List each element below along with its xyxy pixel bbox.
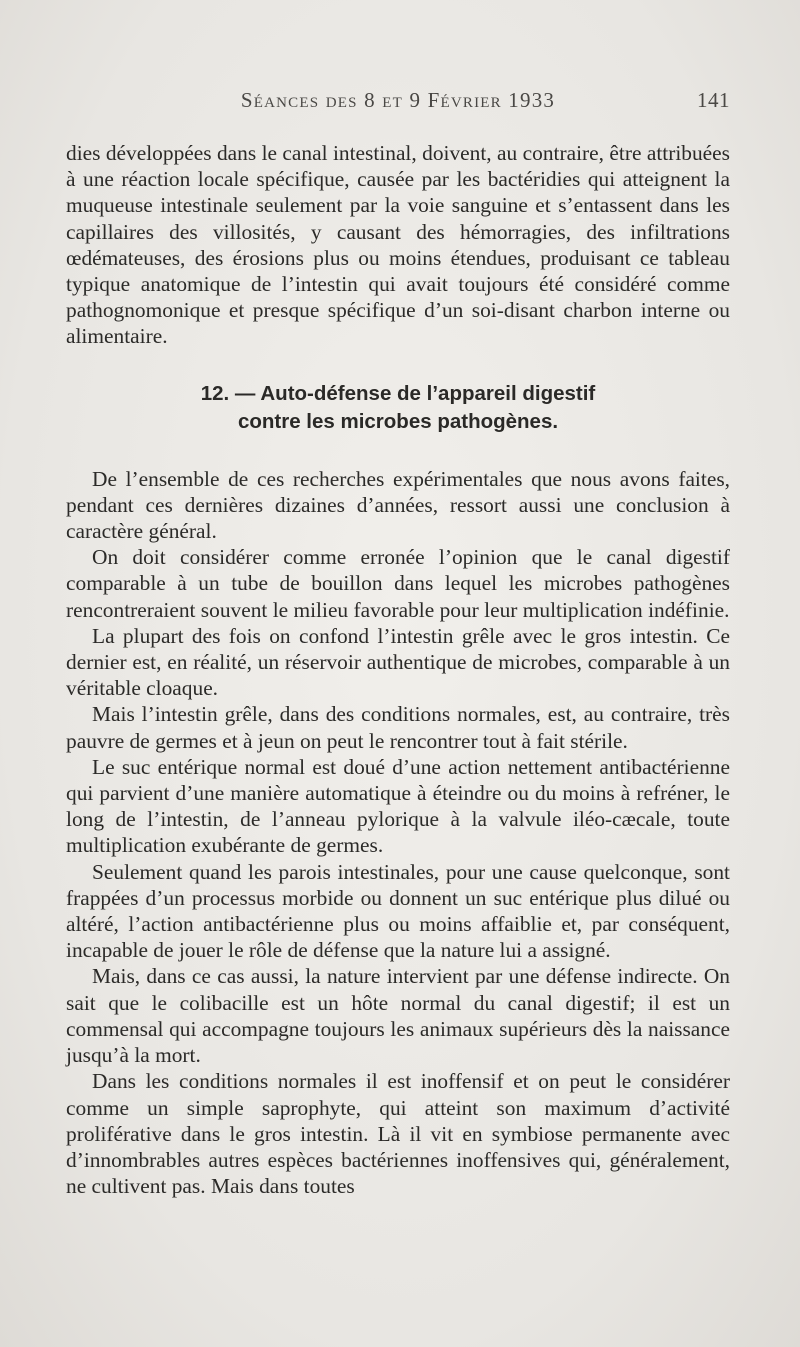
paragraph-5: Le suc entérique normal est doué d’une action nettement antibactérienne qui parvient d’une manière automatique à éteindre ou du moins à refréner, le long de l’intestin, de l’anneau pylorique à la valvule iléo-cæcale, toute multiplication exubérante de germes.: [66, 754, 730, 858]
paragraph-3: La plupart des fois on confond l’intestin grêle avec le gros intestin. Ce dernier est, en réalité, un réservoir authentique de microbes, comparable à un véritable cloaque.: [66, 623, 730, 701]
running-title: Séances des 8 et 9 Février 1933: [240, 88, 556, 112]
paragraph-2: On doit considérer comme erronée l’opinion que le canal digestif comparable à un tube de bouillon dans lequel les microbes pathogènes rencontreraient souvent le milieu favorable pour leur multiplication indéfinie.: [66, 545, 730, 622]
running-header: [66, 88, 730, 122]
page-number: 141: [697, 88, 730, 112]
section-heading: [66, 380, 730, 436]
paragraph-7: Mais, dans ce cas aussi, la nature intervient par une défense indirecte. On sait que le colibacille est un hôte normal du canal digestif; il est un commensal qui accompagne toujours les animaux supérieurs dès la naissance jusqu’à la mort.: [66, 964, 730, 1068]
paragraph-8: Dans les conditions normales il est inoffensif et on peut le considérer comme un simple saprophyte, qui atteint son maximum d’activité proliférative dans le gros intestin. Là il vit en symbiose permanente avec d’innombrables autres espèces bactériennes inoffensives qui, généralement, ne cultivent pas. Mais dans toutes: [66, 1069, 730, 1199]
section-heading-line-1: 12. — Auto-défense de l’appareil digestif: [200, 381, 596, 405]
continuation-paragraph: dies développées dans le canal intestinal, doivent, au contraire, être attribuées à une réaction locale spécifique, causée par les bactéridies qui atteignent la muqueuse intestinale seulement par la voie sanguine et s’entassent dans les capillaires des villosités, y causant des hémorragies, des infiltrations œdémateuses, des érosions plus ou moins étendues, produisant ce tableau typique anatomique de l’intestin qui avait toujours été considéré comme pathognomonique et presque spécifique d’un soi-disant charbon interne ou alimentaire.: [66, 141, 730, 349]
paragraph-6: Seulement quand les parois intestinales, pour une cause quelconque, sont frappées d’un processus morbide ou donnent un suc entérique plus dilué ou altéré, l’action antibactérienne plus ou moins affaiblie et, par conséquent, incapable de jouer le rôle de défense que la nature lui a assigné.: [66, 859, 730, 963]
section-heading-line-2: contre les microbes pathogènes.: [237, 409, 559, 433]
paragraph-4: Mais l’intestin grêle, dans des conditions normales, est, au contraire, très pauvre de germes et à jeun on peut le rencontrer tout à fait stérile.: [66, 702, 730, 753]
body-text: [66, 140, 730, 1199]
paragraph-1: De l’ensemble de ces recherches expérimentales que nous avons faites, pendant ces dernières dizaines d’années, ressort aussi une conclusion à caractère général.: [66, 466, 730, 544]
